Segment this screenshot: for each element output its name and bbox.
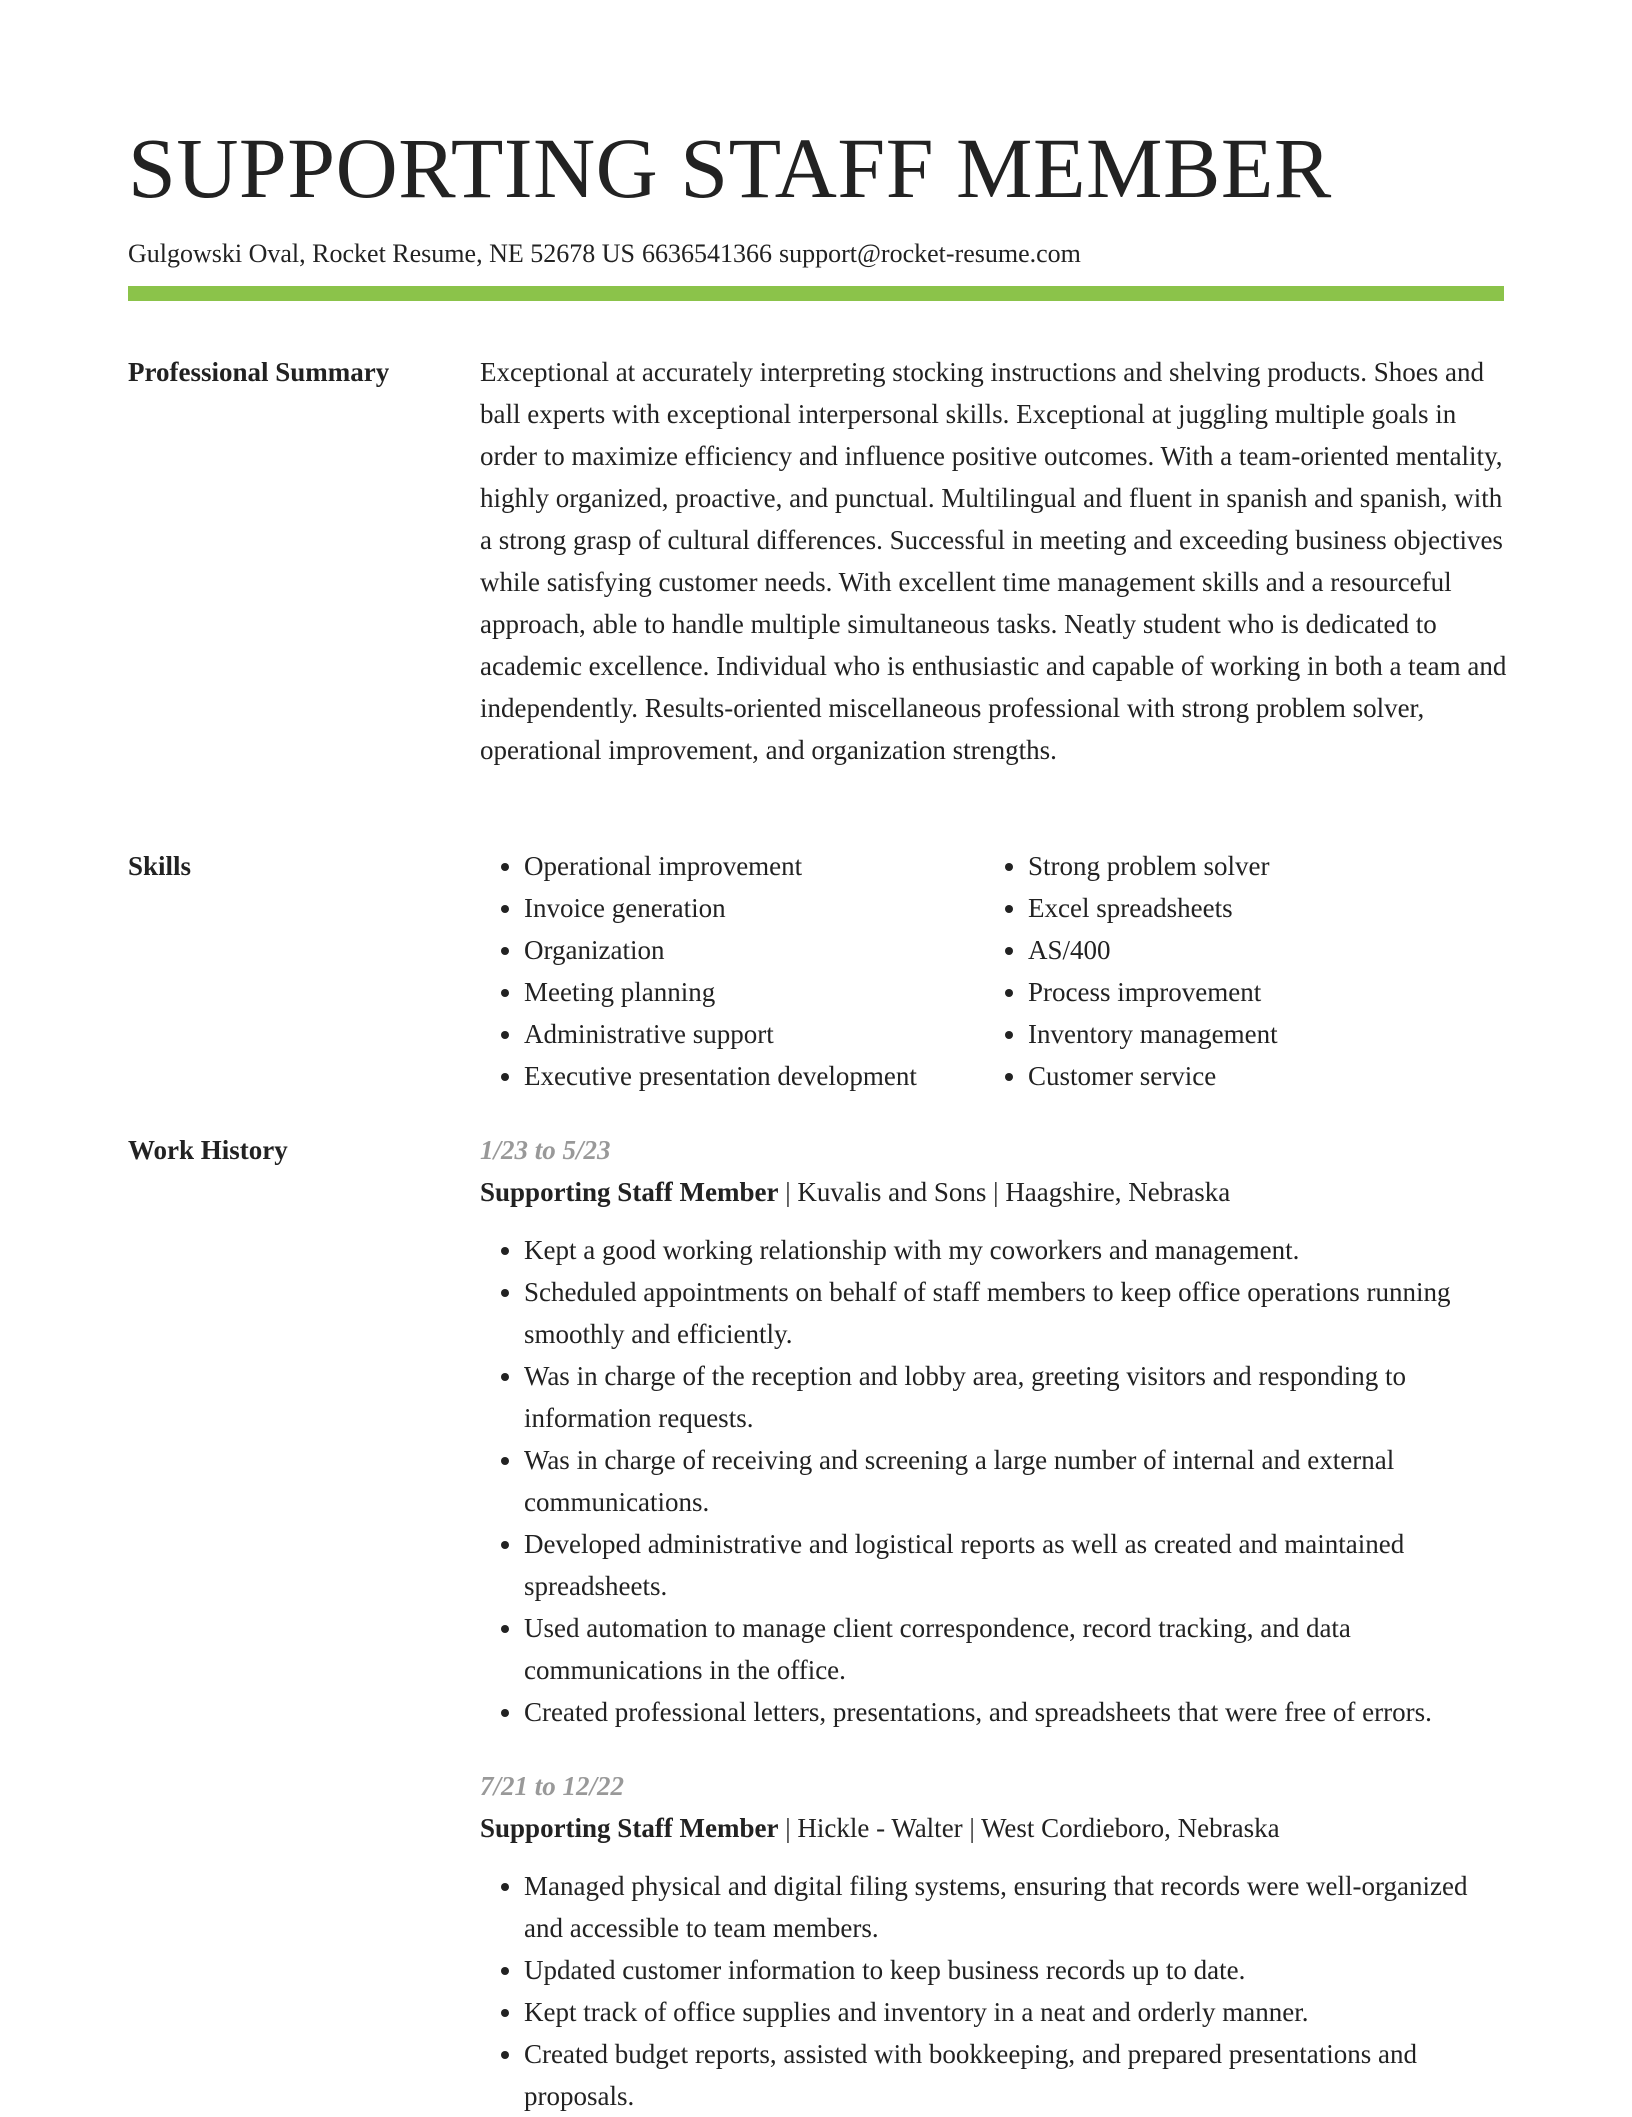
job-duty: • Developed administrative and logistical reports as well as created and maintained spreadsheets. <box>524 1523 1510 1607</box>
job-duties-list <box>480 1229 1510 1733</box>
summary-heading: Professional Summary <box>128 357 390 387</box>
summary-text: Exceptional at accurately interpreting stocking instructions and shelving products. Shoes and ball experts with exceptional interpersonal skills. Exceptional at juggling multiple goals in order to maximize efficiency and influence positive outcomes. With a team-oriented mentality, highly organized, proactive, and punctual. Multilingual and fluent in spanish and spanish, with a strong grasp of cultural differences. Successful in meeting and exceeding business objectives while satisfying customer needs. With excellent time management skills and a resourceful approach, able to handle multiple simultaneous tasks. Neatly student who is dedicated to academic excellence. Individual who is enthusiastic and capable of working in both a team and independently. Results-oriented miscellaneous professional with strong problem solver, operational improvement, and organization strengths. <box>480 357 1507 765</box>
job-duties-list <box>480 1865 1510 2117</box>
work-history-heading: Work History <box>128 1135 288 1165</box>
skills-columns <box>480 845 1510 1097</box>
skill-item: • Operational improvement <box>524 845 984 887</box>
skill-item: • Excel spreadsheets <box>1028 887 1508 929</box>
job-duty: • Created professional letters, presentations, and spreadsheets that were free of errors. <box>524 1691 1510 1733</box>
resume-header <box>128 118 1504 270</box>
candidate-name: SUPPORTING STAFF MEMBER <box>128 120 1332 216</box>
job-header-line: Supporting Staff Member | Kuvalis and Sons | Haagshire, Nebraska <box>480 1177 1231 1207</box>
job-company: Hickle - Walter <box>797 1813 963 1843</box>
skill-item: • Customer service <box>1028 1055 1508 1097</box>
job-location: West Cordieboro, Nebraska <box>981 1813 1280 1843</box>
job-duty: • Used automation to manage client correspondence, record tracking, and data communications in the office. <box>524 1607 1510 1691</box>
job-duty: • Managed physical and digital filing systems, ensuring that records were well-organized and accessible to team members. <box>524 1865 1510 1949</box>
job-duty: • Kept track of office supplies and inventory in a neat and orderly manner. <box>524 1991 1510 2033</box>
skill-item: • Administrative support <box>524 1013 984 1055</box>
job-location: Haagshire, Nebraska <box>1005 1177 1231 1207</box>
skills-body <box>480 845 1510 1097</box>
job-dates: 7/21 to 12/22 <box>480 1771 625 1801</box>
skill-item: • Organization <box>524 929 984 971</box>
job-dates: 1/23 to 5/23 <box>480 1135 611 1165</box>
skills-heading: Skills <box>128 851 192 881</box>
job-duty: • Was in charge of the reception and lobby area, greeting visitors and responding to information requests. <box>524 1355 1510 1439</box>
job-duty: • Created budget reports, assisted with bookkeeping, and prepared presentations and proposals. <box>524 2033 1510 2117</box>
summary-body <box>480 351 1510 771</box>
job-title: Supporting Staff Member <box>480 1177 779 1207</box>
job-header-line: Supporting Staff Member | Hickle - Walter | West Cordieboro, Nebraska <box>480 1813 1280 1843</box>
job-company: Kuvalis and Sons <box>797 1177 987 1207</box>
skill-item: • Strong problem solver <box>1028 845 1508 887</box>
skill-item: • Process improvement <box>1028 971 1508 1013</box>
job-duty: • Was in charge of receiving and screening a large number of internal and external communications. <box>524 1439 1510 1523</box>
contact-email: support@rocket-resume.com <box>778 239 1081 268</box>
job-entry <box>480 1765 1510 2117</box>
skill-item: • Invoice generation <box>524 887 984 929</box>
job-entry <box>480 1129 1510 1733</box>
job-duty: • Scheduled appointments on behalf of staff members to keep office operations running smoothly and efficiently. <box>524 1271 1510 1355</box>
contact-line <box>128 238 1504 270</box>
skill-item: • AS/400 <box>1028 929 1508 971</box>
header-divider <box>128 286 1504 301</box>
job-title: Supporting Staff Member <box>480 1813 779 1843</box>
contact-address: Gulgowski Oval, Rocket Resume, NE 52678 US <box>128 239 635 268</box>
skill-item: • Inventory management <box>1028 1013 1508 1055</box>
skill-item: • Executive presentation development <box>524 1055 984 1097</box>
job-duty: • Kept a good working relationship with my coworkers and management. <box>524 1229 1510 1271</box>
contact-phone: 6636541366 <box>641 239 772 268</box>
skills-list-left <box>480 845 984 1097</box>
job-duty: • Updated customer information to keep business records up to date. <box>524 1949 1510 1991</box>
skills-list-right <box>984 845 1508 1097</box>
work-history-body <box>480 1129 1510 2117</box>
skill-item: • Meeting planning <box>524 971 984 1013</box>
